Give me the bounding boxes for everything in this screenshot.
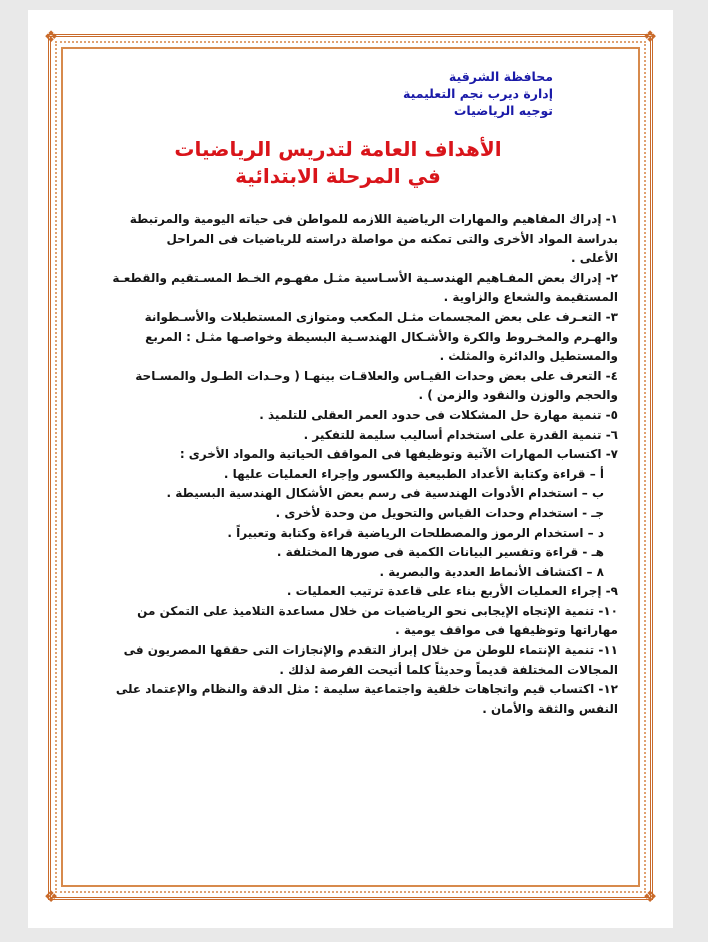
text-line: النفس والثقة والأمان .	[482, 701, 618, 716]
objectives-list	[108, 210, 618, 719]
header-governorate: محافظة الشرقية	[448, 69, 553, 84]
text-line: والهـرم والمخـروط والكرة والأشـكال الهندسـية البسيطة وخواصـها مثـل : المربع	[145, 329, 618, 344]
text-line: والمستطيل والدائرة والمثلث .	[439, 349, 618, 364]
text-line: هـ - قراءة وتفسير البيانات الكمية فى صورها المختلفة .	[276, 545, 604, 560]
text-line: ب – استخدام الأدوات الهندسية فى رسم بعض الأشكال الهندسية البسيطة .	[166, 486, 604, 501]
text-line: ٨ – اكتشاف الأنماط العددية والبصرية .	[379, 564, 604, 579]
title-line-1: الأهداف العامة لتدريس الرياضيات	[174, 137, 502, 161]
header-department: توجيه الرياضيات	[453, 103, 553, 118]
corner-ornament-icon: ❖	[43, 27, 59, 46]
text-line: أ – قراءة وكتابة الأعداد الطبيعية والكسور وإجراء العمليات عليها .	[223, 466, 604, 481]
text-line: ١١- تنمية الإنتماء للوطن من خلال إبراز التقدم والإنجازات التى حققها المصريون فى	[123, 643, 618, 658]
text-line: ٥- تنمية مهارة حل المشكلات فى حدود العمر العقلى للتلميذ .	[259, 407, 618, 422]
text-line: جـ - استخدام وحدات القياس والتحويل من وحدة لأخرى .	[275, 505, 604, 520]
text-line: ٧- اكتساب المهارات الآتية وتوظيفها فى المواقف الحياتية والمواد الأخرى :	[179, 447, 618, 462]
text-line: د – استخدام الرموز والمصطلحات الرياضية قراءة وكتابة وتعبيراً .	[227, 525, 604, 540]
text-line: ٣- التعـرف على بعض المجسمات مثـل المكعب ومتوازى المستطيلات والأسـطوانة	[144, 309, 618, 324]
corner-ornament-icon: ❖	[642, 27, 658, 46]
text-line: والحجم والوزن والنقود والزمن ) .	[418, 388, 618, 403]
text-line: ٤- التعرف على بعض وحدات القيـاس والعلاقـات بينهـا ( وحـدات الطـول والمسـاحة	[135, 368, 618, 383]
text-line: ٦- تنمية القدرة على استخدام أساليب سليمة للتفكير .	[303, 427, 618, 442]
document-header	[403, 68, 553, 119]
text-line: ١- إدراك المفاهيم والمهارات الرياضية اللازمه للمواطن فى حياته اليومية والمرتبطة	[129, 212, 618, 226]
document-title	[128, 136, 548, 190]
title-line-2: في المرحلة الابتدائية	[235, 164, 441, 188]
text-line: المستقيمة والشعاع والزاوية .	[443, 290, 618, 305]
corner-ornament-icon: ❖	[642, 887, 658, 906]
document-page	[28, 10, 673, 928]
text-line: بدراسة المواد الأخرى والتى تمكنه من مواصلة دراسته للرياضيات فى المراحل	[166, 231, 618, 246]
text-line: ١٢- اكتساب قيم واتجاهات خلقية واجتماعية سليمة : مثل الدقة والنظام والإعتماد على	[115, 682, 618, 697]
text-line: مهاراتها وتوظيفها فى مواقف يومية .	[395, 623, 618, 638]
text-line: ٩- إجراء العمليات الأربع بناء على قاعدة ترتيب العمليات .	[286, 584, 618, 599]
corner-ornament-icon: ❖	[43, 887, 59, 906]
text-line: ٢- إدراك بعض المفـاهيم الهندسـية الأسـاسية مثـل مفهـوم الخـط المسـتقيم والقطعـة	[112, 270, 618, 285]
text-line: ١٠- تنمية الإتجاه الإيجابى نحو الرياضيات من خلال مساعدة التلاميذ على التمكن من	[137, 603, 618, 618]
text-line: الأعلى .	[570, 251, 618, 266]
text-line: المجالات المختلفة قديماً وحديثاً كلما أتيحت الفرصة لذلك .	[279, 662, 618, 677]
header-administration: إدارة ديرب نجم التعليمية	[403, 86, 553, 101]
